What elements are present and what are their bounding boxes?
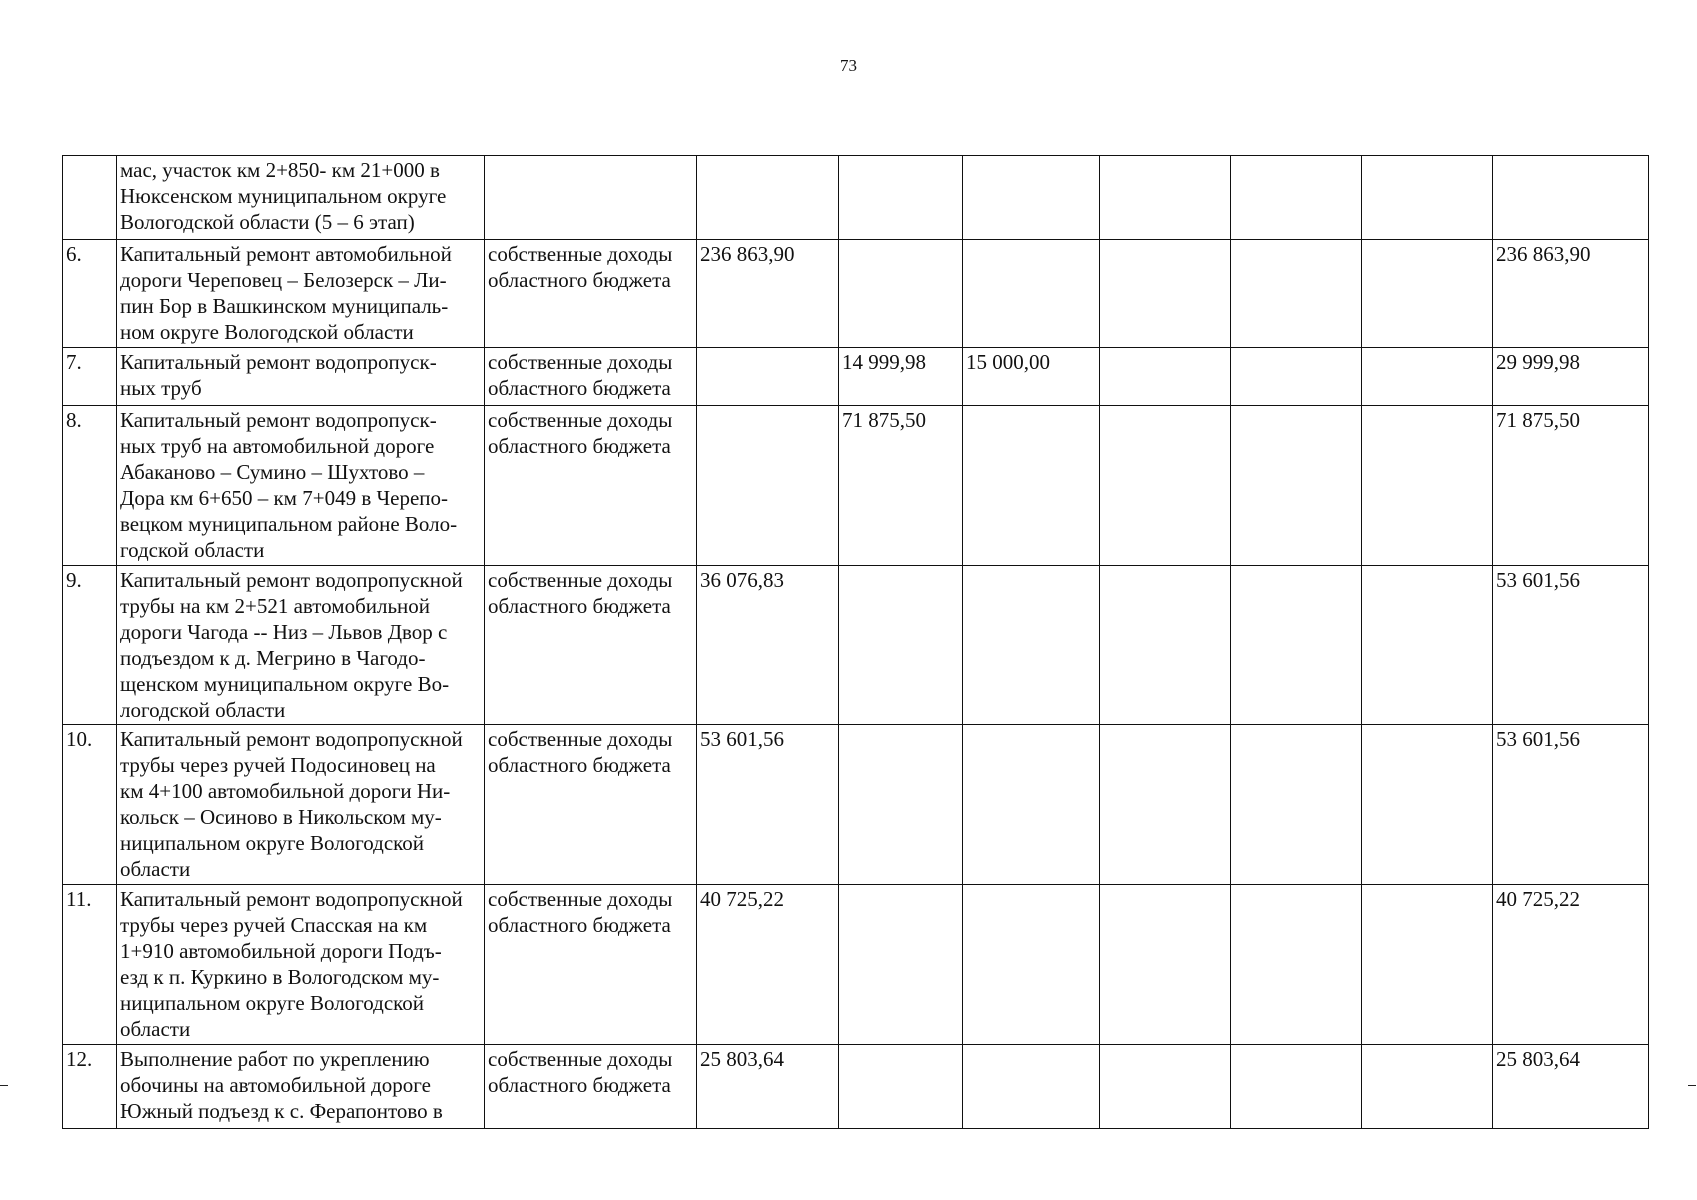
table-row — [63, 885, 1649, 1045]
amount-cell-1: 40 725,22 — [697, 885, 839, 1045]
amount-cell-3: 15 000,00 — [963, 348, 1100, 406]
table-row — [63, 348, 1649, 406]
measure-name-cell: Выполнение работ по укреплению обочины на автомобильной дороге Южный подъезд к с. Ферапонтово в — [117, 1045, 485, 1129]
row-number-cell: 10. — [63, 725, 117, 885]
row-number-cell: 6. — [63, 240, 117, 348]
row-number-cell: 9. — [63, 566, 117, 725]
funding-source-cell: собственные доходы областного бюджета — [485, 725, 697, 885]
amount-cell-3 — [963, 1045, 1100, 1129]
amount-cell-4 — [1100, 566, 1231, 725]
amount-cell-5 — [1231, 566, 1362, 725]
budget-table — [62, 155, 1649, 1129]
amount-cell-6 — [1362, 885, 1493, 1045]
amount-cell-6 — [1362, 406, 1493, 566]
funding-source-cell: собственные доходы областного бюджета — [485, 1045, 697, 1129]
amount-cell-2 — [839, 566, 963, 725]
page-number: 73 — [840, 56, 857, 75]
amount-cell-2 — [839, 885, 963, 1045]
table-row — [63, 725, 1649, 885]
table-row — [63, 1045, 1649, 1129]
amount-cell-6 — [1362, 1045, 1493, 1129]
amount-cell-3 — [963, 406, 1100, 566]
funding-source-cell: собственные доходы областного бюджета — [485, 885, 697, 1045]
total-amount-cell — [1493, 156, 1649, 240]
table-row — [63, 566, 1649, 725]
amount-cell-4 — [1100, 240, 1231, 348]
table-body — [63, 156, 1649, 1129]
amount-cell-5 — [1231, 240, 1362, 348]
table-row — [63, 406, 1649, 566]
amount-cell-6 — [1362, 240, 1493, 348]
amount-cell-4 — [1100, 348, 1231, 406]
measure-name-cell: мас, участок км 2+850- км 21+000 в Нюксенском муниципальном округе Вологодской области (5 – 6 этап) — [117, 156, 485, 240]
measure-name-cell: Капитальный ремонт водопропускной трубы через ручей Подосиновец на км 4+100 автомобильной дороги Ни- кольск – Осиново в Никольском му- ниципальном округе Вологодской области — [117, 725, 485, 885]
total-amount-cell: 53 601,56 — [1493, 566, 1649, 725]
amount-cell-4 — [1100, 725, 1231, 885]
row-number-cell: 12. — [63, 1045, 117, 1129]
amount-cell-5 — [1231, 406, 1362, 566]
amount-cell-1 — [697, 406, 839, 566]
amount-cell-3 — [963, 725, 1100, 885]
measure-name-cell: Капитальный ремонт водопропуск- ных труб на автомобильной дороге Абаканово – Сумино – Шухтово – Дора км 6+650 – км 7+049 в Черепо- вецком муниципальном районе Воло- годской области — [117, 406, 485, 566]
amount-cell-1: 36 076,83 — [697, 566, 839, 725]
amount-cell-1: 236 863,90 — [697, 240, 839, 348]
total-amount-cell: 25 803,64 — [1493, 1045, 1649, 1129]
amount-cell-1: 53 601,56 — [697, 725, 839, 885]
funding-source-cell: собственные доходы областного бюджета — [485, 566, 697, 725]
table-row — [63, 156, 1649, 240]
amount-cell-6 — [1362, 725, 1493, 885]
amount-cell-3 — [963, 566, 1100, 725]
scan-mark-left — [0, 1085, 8, 1086]
amount-cell-5 — [1231, 1045, 1362, 1129]
total-amount-cell: 53 601,56 — [1493, 725, 1649, 885]
amount-cell-3 — [963, 240, 1100, 348]
measure-name-cell: Капитальный ремонт автомобильной дороги Череповец – Белозерск – Ли- пин Бор в Вашкинском муниципаль- ном округе Вологодской области — [117, 240, 485, 348]
amount-cell-4 — [1100, 885, 1231, 1045]
funding-source-cell: собственные доходы областного бюджета — [485, 240, 697, 348]
measure-name-cell: Капитальный ремонт водопропускной трубы через ручей Спасская на км 1+910 автомобильной дороги Подъ- езд к п. Куркино в Вологодском му- ниципальном округе Вологодской области — [117, 885, 485, 1045]
row-number-cell — [63, 156, 117, 240]
amount-cell-4 — [1100, 1045, 1231, 1129]
total-amount-cell: 40 725,22 — [1493, 885, 1649, 1045]
amount-cell-6 — [1362, 348, 1493, 406]
table-row — [63, 240, 1649, 348]
measure-name-cell: Капитальный ремонт водопропускной трубы на км 2+521 автомобильной дороги Чагода -- Низ – Львов Двор с подъездом к д. Мегрино в Чагодо- щенском муниципальном округе Во- логодской области — [117, 566, 485, 725]
funding-source-cell — [485, 156, 697, 240]
scan-mark-right — [1688, 1085, 1696, 1086]
amount-cell-6 — [1362, 156, 1493, 240]
amount-cell-5 — [1231, 725, 1362, 885]
amount-cell-2: 14 999,98 — [839, 348, 963, 406]
amount-cell-2: 71 875,50 — [839, 406, 963, 566]
total-amount-cell: 236 863,90 — [1493, 240, 1649, 348]
amount-cell-5 — [1231, 885, 1362, 1045]
amount-cell-1 — [697, 348, 839, 406]
amount-cell-5 — [1231, 156, 1362, 240]
amount-cell-5 — [1231, 348, 1362, 406]
funding-source-cell: собственные доходы областного бюджета — [485, 406, 697, 566]
row-number-cell: 11. — [63, 885, 117, 1045]
amount-cell-2 — [839, 240, 963, 348]
amount-cell-3 — [963, 885, 1100, 1045]
amount-cell-3 — [963, 156, 1100, 240]
amount-cell-4 — [1100, 156, 1231, 240]
total-amount-cell: 29 999,98 — [1493, 348, 1649, 406]
amount-cell-4 — [1100, 406, 1231, 566]
amount-cell-1 — [697, 156, 839, 240]
amount-cell-1: 25 803,64 — [697, 1045, 839, 1129]
measure-name-cell: Капитальный ремонт водопропуск- ных труб — [117, 348, 485, 406]
funding-source-cell: собственные доходы областного бюджета — [485, 348, 697, 406]
amount-cell-2 — [839, 1045, 963, 1129]
amount-cell-6 — [1362, 566, 1493, 725]
amount-cell-2 — [839, 725, 963, 885]
row-number-cell: 8. — [63, 406, 117, 566]
row-number-cell: 7. — [63, 348, 117, 406]
total-amount-cell: 71 875,50 — [1493, 406, 1649, 566]
amount-cell-2 — [839, 156, 963, 240]
